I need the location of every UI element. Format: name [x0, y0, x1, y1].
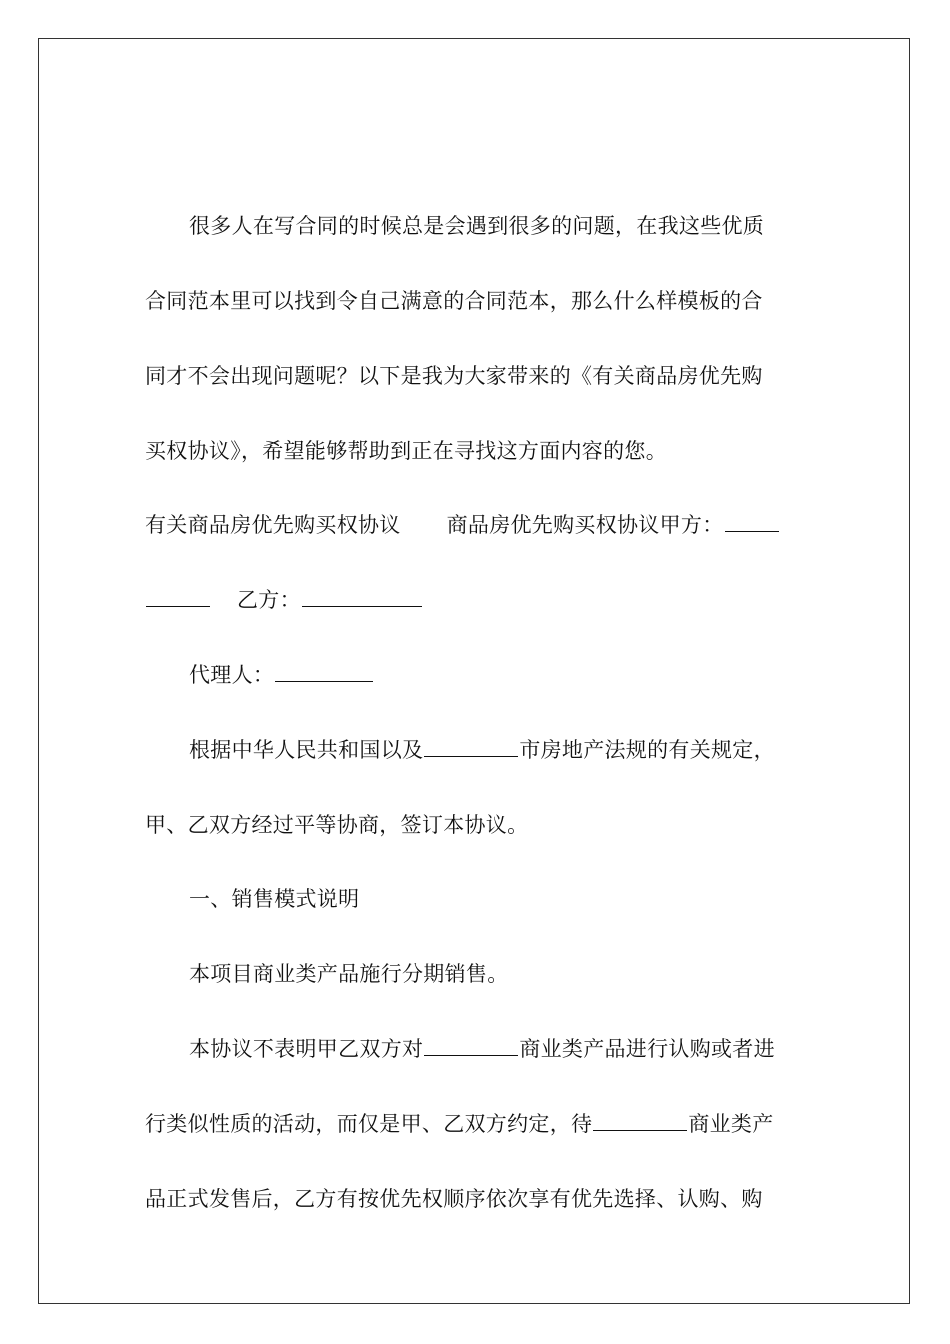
section-1-para-2-line-3: 品正式发售后，乙方有按优先权顺序依次享有优先选择、认购、购: [145, 1187, 763, 1211]
party-b-blank[interactable]: [302, 588, 422, 607]
party-a-label: 商品房优先购买权协议甲方：: [446, 513, 724, 537]
section-1-para-2-line-2: [145, 1109, 774, 1139]
section-1-para-2-text-2: 商业类产品进行认购或者进: [519, 1037, 775, 1061]
intro-line-2: 合同范本里可以找到令自己满意的合同范本，那么什么样模板的合: [145, 289, 763, 313]
party-b-label: 乙方：: [237, 588, 301, 612]
agent-line: [189, 660, 374, 690]
intro-line-1: 很多人在写合同的时候总是会遇到很多的问题，在我这些优质: [189, 214, 765, 238]
agreement-title: 有关商品房优先购买权协议: [145, 513, 401, 537]
product-blank-2[interactable]: [593, 1112, 687, 1131]
basis-text-2: 市房地产法规的有关规定，: [519, 738, 775, 762]
section-1-heading: 一、销售模式说明: [189, 887, 360, 911]
product-blank-1[interactable]: [424, 1037, 518, 1056]
intro-line-3: 同才不会出现问题呢？以下是我为大家带来的《有关商品房优先购: [145, 364, 763, 388]
intro-line-4: 买权协议》，希望能够帮助到正在寻找这方面内容的您。: [145, 439, 667, 463]
basis-line-1: [189, 735, 775, 765]
agent-label: 代理人：: [189, 663, 275, 687]
party-b-line: [145, 585, 423, 615]
basis-line-2: 甲、乙双方经过平等协商，签订本协议。: [145, 813, 529, 837]
party-a-blank-continued[interactable]: [146, 588, 210, 607]
header-line: [145, 510, 780, 540]
section-1-para-1: 本项目商业类产品施行分期销售。: [189, 962, 509, 986]
agent-blank[interactable]: [275, 663, 373, 682]
section-1-para-2-text-1: 本协议不表明甲乙双方对: [189, 1037, 424, 1061]
party-a-blank[interactable]: [725, 513, 779, 532]
city-blank[interactable]: [424, 738, 518, 757]
basis-text-1: 根据中华人民共和国以及: [189, 738, 424, 762]
section-1-para-2-text-3: 行类似性质的活动，而仅是甲、乙双方约定，待: [145, 1112, 593, 1136]
section-1-para-2-text-4: 商业类产: [688, 1112, 774, 1136]
section-1-para-2-line-1: [189, 1034, 775, 1064]
